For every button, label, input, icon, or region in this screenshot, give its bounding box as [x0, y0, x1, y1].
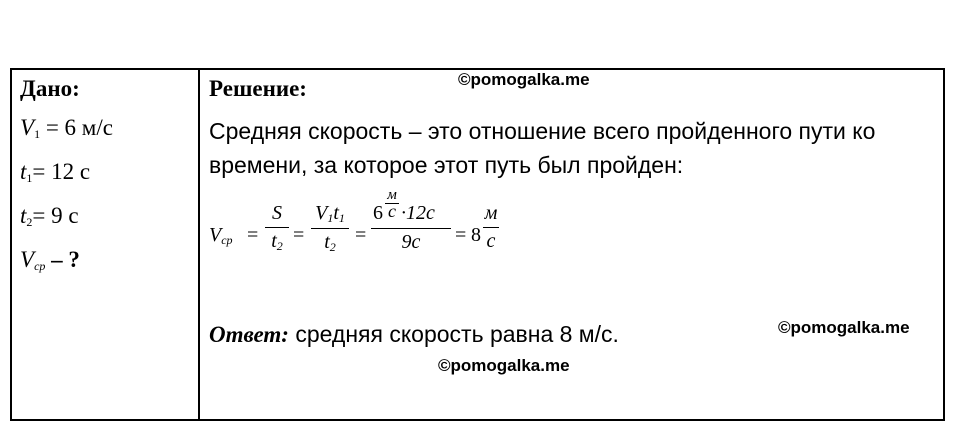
t2-value: = 9 с — [32, 203, 79, 228]
fraction-bar — [371, 228, 451, 229]
vcp-dash: – — [45, 247, 69, 272]
t2-sub: 2 — [26, 215, 33, 229]
watermark-top: ©pomogalka.me — [458, 70, 590, 89]
fraction-bar — [311, 228, 349, 229]
result-unit-num: м — [484, 202, 498, 224]
formula-eq-2: = — [293, 224, 305, 246]
fraction-bar — [483, 227, 499, 228]
f3-unit-num: м — [387, 187, 397, 203]
f3-unit-den: с — [388, 201, 396, 221]
fraction-t2-den-2 — [311, 231, 349, 255]
given-column — [20, 76, 113, 286]
t1-sub: 1 — [26, 171, 33, 185]
formula-v — [209, 224, 233, 248]
t1-symbol: t — [20, 159, 27, 184]
fraction-s-num: S — [272, 202, 282, 224]
result-unit-den: с — [486, 230, 496, 252]
f2-den-sub: 2 — [329, 240, 336, 254]
formula-result: 8 — [471, 224, 481, 246]
formula-v-sub: ср — [221, 233, 233, 247]
fraction-s-t2 — [265, 202, 289, 254]
given-vcp — [20, 242, 113, 286]
t1-value: = 12 с — [32, 159, 91, 184]
vcp-sub: ср — [34, 259, 46, 273]
answer-text: средняя скорость равна 8 м/с. — [288, 321, 619, 347]
watermark-bottom: ©pomogalka.me — [438, 356, 570, 375]
f2-num-a: V — [315, 202, 328, 224]
solution-text: Средняя скорость – это отношение всего пройденного пути ко времени, за которое этот путь был пройден: — [209, 118, 876, 178]
given-v1 — [20, 110, 113, 154]
fraction-v1t1-num — [311, 202, 349, 226]
f3-num-post: ·12с — [401, 202, 435, 224]
fraction-numeric-den: 9с — [401, 231, 421, 253]
f2-den-sym: t — [324, 231, 330, 253]
formula-eq-4: = — [455, 224, 467, 246]
watermark-right: ©pomogalka.me — [778, 318, 910, 337]
fraction-bar — [265, 227, 289, 228]
v1-value: = 6 м/с — [40, 115, 113, 140]
vcp-symbol: V — [20, 247, 35, 272]
formula-v-sym: V — [209, 224, 222, 246]
v1-sub: 1 — [34, 127, 41, 141]
fraction-numeric-num — [371, 188, 451, 226]
f3-num-pre: 6 — [373, 202, 383, 224]
fraction-t2-den — [265, 230, 289, 254]
fraction-numeric — [371, 188, 451, 254]
formula-eq-3: = — [355, 224, 367, 246]
given-t2 — [20, 198, 113, 242]
f3-unit — [385, 188, 399, 219]
vcp-question: ? — [68, 247, 80, 272]
f1-den-sym: t — [271, 230, 277, 252]
v1-symbol: V — [20, 115, 35, 140]
answer-line — [209, 321, 619, 348]
given-t1 — [20, 154, 113, 198]
f2-num-b: t — [333, 202, 339, 224]
f2-num-b-sub: 1 — [338, 211, 345, 225]
formula-eq-1: = — [247, 224, 259, 246]
f1-den-sub: 2 — [276, 239, 283, 253]
answer-label: Ответ: — [209, 322, 289, 347]
t2-symbol: t — [20, 203, 27, 228]
solution-heading: Решение: — [209, 76, 307, 101]
column-divider — [198, 70, 200, 419]
f2-num-a-sub: 1 — [327, 211, 334, 225]
given-heading: Дано: — [20, 76, 80, 101]
result-unit — [483, 202, 499, 253]
fraction-v1t1-t2 — [311, 202, 349, 255]
